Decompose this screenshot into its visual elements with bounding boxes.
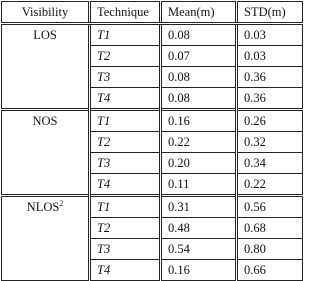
visibility-label: NOS — [32, 114, 58, 128]
results-table — [1, 1, 303, 281]
table-row — [2, 196, 303, 218]
cell-technique: T1 — [90, 24, 161, 46]
cell-technique: T4 — [90, 174, 161, 196]
cell-visibility — [2, 196, 90, 281]
header-technique: Technique — [90, 2, 161, 24]
header-mean: Mean(m) — [161, 2, 237, 24]
cell-mean: 0.11 — [161, 174, 237, 196]
cell-mean: 0.22 — [161, 132, 237, 153]
cell-std: 0.36 — [237, 88, 303, 110]
visibility-label: NLOS — [26, 200, 60, 214]
cell-technique: T1 — [90, 196, 161, 218]
cell-mean: 0.48 — [161, 218, 237, 239]
cell-mean: 0.08 — [161, 67, 237, 88]
cell-technique: T2 — [90, 46, 161, 67]
cell-technique: T3 — [90, 153, 161, 174]
visibility-label: LOS — [33, 28, 57, 42]
cell-std: 0.36 — [237, 67, 303, 88]
cell-technique: T2 — [90, 132, 161, 153]
cell-technique: T4 — [90, 88, 161, 110]
cell-technique: T1 — [90, 110, 161, 132]
cell-std: 0.22 — [237, 174, 303, 196]
cell-mean: 0.07 — [161, 46, 237, 67]
cell-std: 0.66 — [237, 260, 303, 281]
cell-mean: 0.16 — [161, 110, 237, 132]
cell-mean: 0.08 — [161, 88, 237, 110]
cell-std: 0.68 — [237, 218, 303, 239]
cell-std: 0.32 — [237, 132, 303, 153]
cell-technique: T2 — [90, 218, 161, 239]
cell-std: 0.03 — [237, 24, 303, 46]
cell-mean: 0.31 — [161, 196, 237, 218]
cell-visibility — [2, 24, 90, 110]
header-visibility: Visibility — [2, 2, 90, 24]
cell-mean: 0.08 — [161, 24, 237, 46]
header-row — [2, 2, 303, 24]
table-row — [2, 110, 303, 132]
visibility-footnote-marker: 2 — [59, 198, 64, 208]
table-body — [2, 24, 303, 281]
cell-technique: T4 — [90, 260, 161, 281]
cell-technique: T3 — [90, 239, 161, 260]
cell-std: 0.56 — [237, 196, 303, 218]
cell-mean: 0.20 — [161, 153, 237, 174]
cell-mean: 0.16 — [161, 260, 237, 281]
cell-std: 0.34 — [237, 153, 303, 174]
results-table-container — [1, 1, 303, 281]
cell-mean: 0.54 — [161, 239, 237, 260]
table-row — [2, 24, 303, 46]
cell-technique: T3 — [90, 67, 161, 88]
header-std: STD(m) — [237, 2, 303, 24]
cell-visibility — [2, 110, 90, 196]
cell-std: 0.80 — [237, 239, 303, 260]
cell-std: 0.03 — [237, 46, 303, 67]
cell-std: 0.26 — [237, 110, 303, 132]
